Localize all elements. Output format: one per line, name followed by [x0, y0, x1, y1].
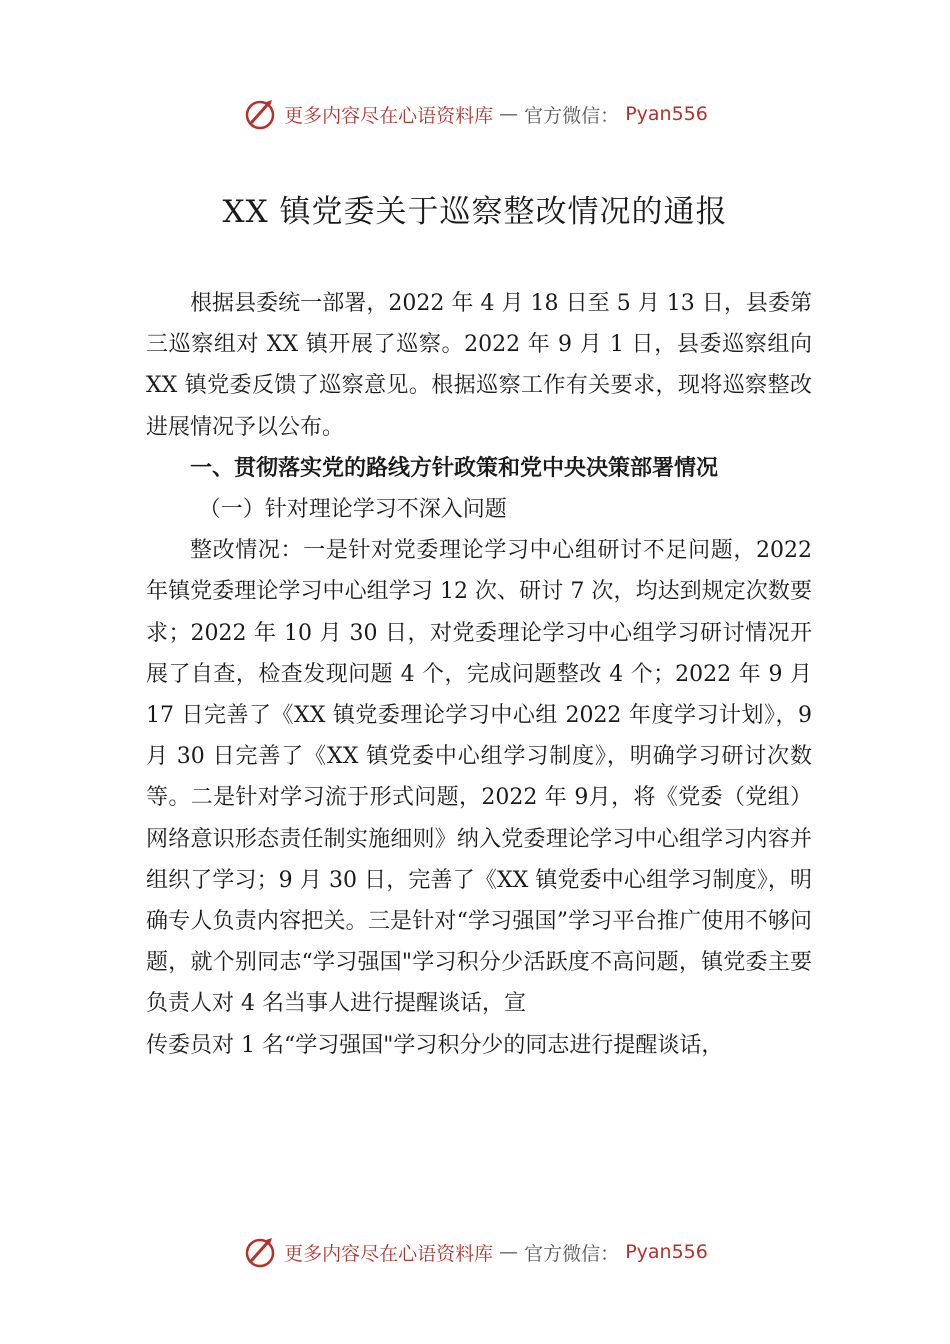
- document-body: [146, 283, 812, 1066]
- wechat-account: Pyan556: [625, 103, 708, 125]
- wechat-label: 官方微信：: [524, 104, 620, 127]
- banner-dash: —: [499, 1241, 519, 1263]
- document-title: XX 镇党委关于巡察整改情况的通报: [222, 194, 728, 230]
- subsection-heading-1: （一）针对理论学习不深入问题: [198, 497, 507, 523]
- body-paragraph: 整改情况：一是针对党委理论学习中心组研讨不足问题，2022 年镇党委理论学习中心组学习 12 次、研讨 7 次，均达到规定次数要求；2022 年 10 月 30 日，对党委理论学习中心组学习研讨情况开展了自查，检查发现问题 4 个，完成问题整改 4 个；2022 年 9 月 17 日完善了《XX 镇党委理论学习中心组 2022 年度学习计划》，9 月 30 日完善了《XX 镇党委中心组学习制度》，明确学习研讨次数等。二是针对学习流于形式问题，2022 年 9月，将《党委（党组）网络意识形态责任制实施细则》纳入党委理论学习中心组学习内容并组织了学习；9 月 30 日，完善了《XX 镇党委中心组学习制度》，明确专人负责内容把关。三是针对“学习强国”学习平台推广使用不够问题，就个别同志“学习强国"学习积分少活跃度不高问题，镇党委主要负责人对 4 名当事人进行提醒谈话，宣: [146, 538, 812, 1017]
- intro-paragraph: 根据县委统一部署，2022 年 4 月 18 日至 5 月 13 日，县委第三巡察组对 XX 镇开展了巡察。2022 年 9 月 1 日，县委巡察组向 XX 镇党委反馈了巡察意见。根据巡察工作有关要求，现将巡察整改进展情况予以公布。: [146, 291, 812, 440]
- wechat-label: 官方微信：: [524, 1242, 620, 1265]
- site-name-text: 更多内容尽在心语资料库: [284, 1242, 494, 1265]
- wechat-account: Pyan556: [625, 1241, 708, 1263]
- brush-pen-logo-icon: [242, 1234, 278, 1270]
- continuation-line: 传委员对 1 名“学习强国"学习积分少的同志进行提醒谈话，: [146, 1032, 724, 1058]
- watermark-banner-top: [0, 94, 950, 134]
- section-heading-1: 一、贯彻落实党的路线方针政策和党中央决策部署情况: [190, 455, 719, 481]
- banner-dash: —: [499, 103, 519, 125]
- site-name-text: 更多内容尽在心语资料库: [284, 104, 494, 127]
- watermark-banner-bottom: [0, 1232, 950, 1272]
- brush-pen-logo-icon: [242, 96, 278, 132]
